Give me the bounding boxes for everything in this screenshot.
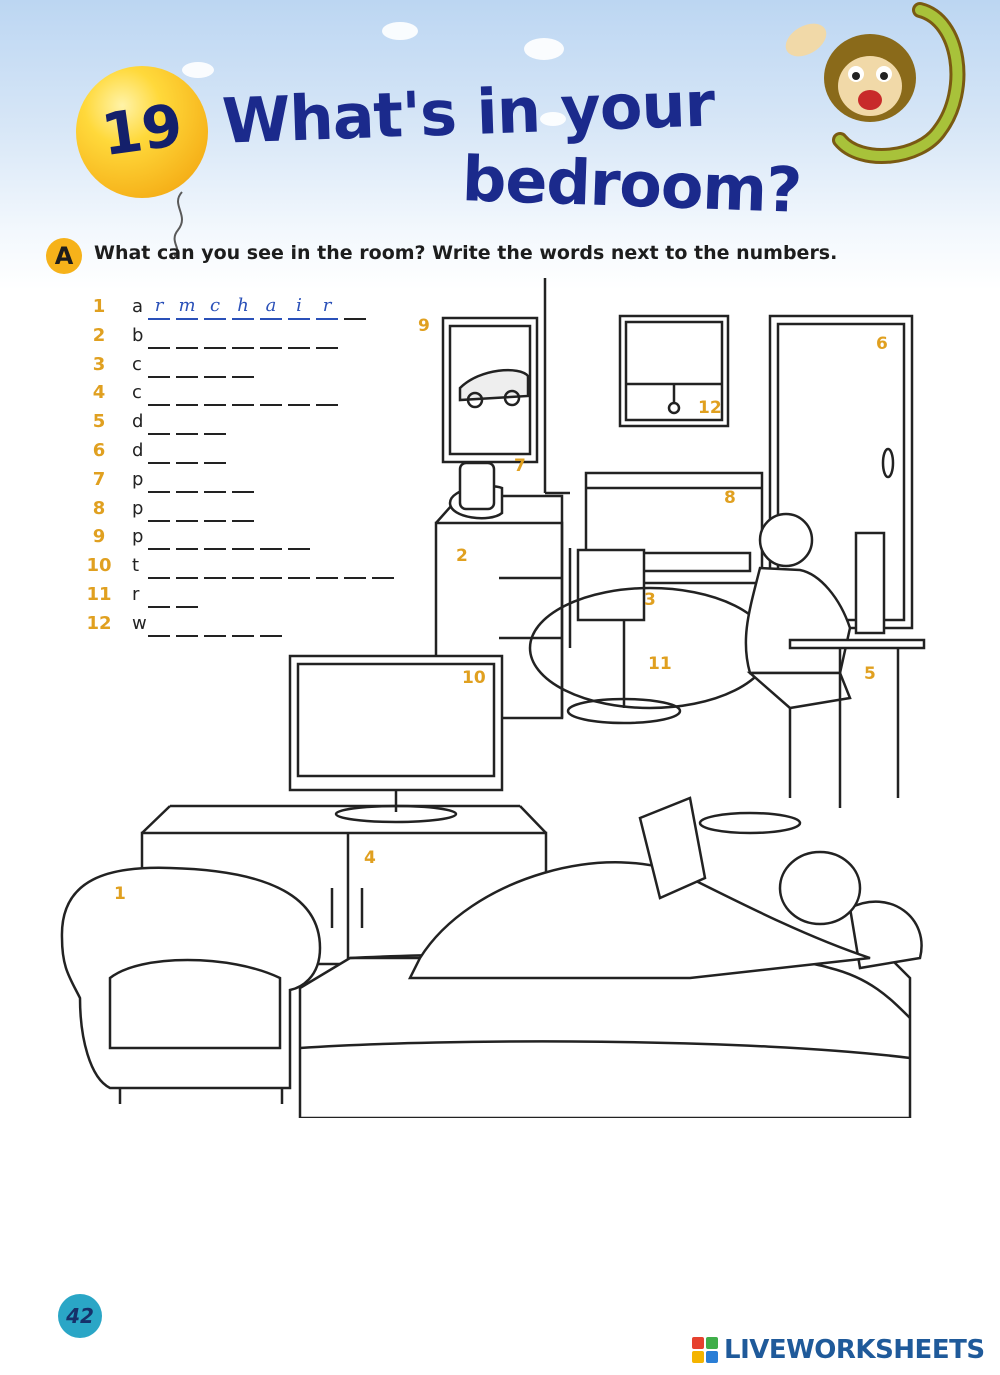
brand-mark-icon	[692, 1337, 718, 1363]
letter-blank[interactable]	[260, 613, 282, 637]
first-letter: b	[132, 324, 144, 346]
letter-blank[interactable]	[288, 382, 310, 406]
letter-blank[interactable]	[232, 325, 254, 349]
letter-blank[interactable]	[148, 613, 170, 637]
letter-blank[interactable]: r	[316, 296, 338, 320]
answer-blanks[interactable]	[148, 555, 394, 583]
brand-logo	[692, 1330, 985, 1370]
first-letter: p	[132, 468, 144, 490]
scene-label-2: 2	[456, 546, 468, 566]
letter-blank[interactable]	[316, 325, 338, 349]
first-letter: t	[132, 555, 140, 577]
word-row	[84, 382, 404, 410]
cloud-decoration	[382, 22, 418, 40]
letter-blank[interactable]	[232, 555, 254, 579]
item-number: 10	[86, 555, 112, 577]
letter-blank[interactable]: a	[260, 296, 282, 320]
letter-blank[interactable]: r	[148, 296, 170, 320]
letter-blank[interactable]	[176, 440, 198, 464]
word-row	[84, 469, 404, 497]
cloud-decoration	[524, 38, 564, 60]
scene-label-5: 5	[864, 664, 876, 684]
answer-blanks[interactable]	[148, 411, 226, 439]
scene-label-1: 1	[114, 884, 126, 904]
first-letter: p	[132, 526, 144, 548]
scene-label-4: 4	[364, 848, 376, 868]
scene-label-9: 9	[418, 316, 430, 336]
page-number: 42	[58, 1294, 102, 1338]
first-letter: a	[132, 296, 144, 317]
letter-blank[interactable]	[260, 325, 282, 349]
item-number: 4	[92, 382, 106, 404]
letter-blank[interactable]: c	[204, 296, 226, 320]
first-letter: w	[132, 612, 147, 634]
first-letter: d	[132, 411, 144, 433]
unit-number: 19	[97, 90, 187, 170]
letter-blank[interactable]	[316, 382, 338, 406]
letter-blank[interactable]: i	[288, 296, 310, 320]
answer-blanks[interactable]	[148, 382, 338, 410]
letter-blank[interactable]	[148, 526, 170, 550]
answer-blanks[interactable]	[148, 498, 254, 526]
letter-blank[interactable]	[204, 440, 226, 464]
letter-blank[interactable]	[148, 584, 170, 608]
letter-blank[interactable]	[176, 526, 198, 550]
letter-blank[interactable]	[176, 382, 198, 406]
letter-blank[interactable]	[148, 354, 170, 378]
letter-blank[interactable]	[204, 469, 226, 493]
word-row	[84, 498, 404, 526]
scene-label-8: 8	[724, 488, 736, 508]
letter-blank[interactable]	[176, 498, 198, 522]
letter-blank[interactable]	[148, 469, 170, 493]
letter-blank[interactable]	[372, 555, 394, 579]
word-row	[84, 555, 404, 583]
word-row	[84, 325, 404, 353]
answer-blanks[interactable]	[148, 613, 282, 641]
item-number: 3	[92, 353, 106, 375]
answer-blanks[interactable]	[148, 440, 226, 468]
item-number: 12	[86, 612, 112, 634]
letter-blank[interactable]	[176, 555, 198, 579]
letter-blank[interactable]	[232, 613, 254, 637]
scene-label-12: 12	[698, 398, 722, 418]
scene-label-3: 3	[644, 590, 656, 610]
letter-blank[interactable]	[344, 296, 366, 320]
exercise-instruction: What can you see in the room? Write the words next to the numbers.	[94, 242, 838, 264]
item-number: 6	[92, 440, 106, 461]
answer-blanks[interactable]	[148, 325, 338, 353]
answer-blanks[interactable]	[148, 526, 310, 554]
letter-blank[interactable]	[148, 325, 170, 349]
cloud-decoration	[182, 62, 214, 78]
answer-blanks[interactable]	[148, 584, 198, 612]
scene-label-11: 11	[648, 654, 672, 674]
unit-balloon	[76, 66, 208, 198]
first-letter: d	[132, 440, 144, 461]
letter-blank[interactable]	[232, 498, 254, 522]
letter-blank[interactable]	[204, 613, 226, 637]
first-letter: c	[132, 353, 142, 375]
letter-blank[interactable]: m	[176, 296, 198, 320]
word-row	[84, 354, 404, 382]
item-number: 11	[86, 584, 112, 605]
item-number: 7	[92, 468, 106, 490]
letter-blank[interactable]	[176, 613, 198, 637]
letter-blank[interactable]	[204, 325, 226, 349]
item-number: 2	[92, 324, 106, 346]
letter-blank[interactable]	[176, 584, 198, 608]
letter-blank[interactable]	[204, 411, 226, 435]
monkey-illustration	[770, 0, 970, 170]
page-title-line1: What's in your	[220, 67, 716, 158]
letter-blank[interactable]	[316, 555, 338, 579]
letter-blank[interactable]	[344, 555, 366, 579]
letter-blank[interactable]	[176, 354, 198, 378]
answer-blanks[interactable]	[148, 354, 254, 382]
letter-blank[interactable]	[204, 555, 226, 579]
letter-blank[interactable]	[288, 325, 310, 349]
letter-blank[interactable]	[204, 382, 226, 406]
word-row	[84, 613, 404, 641]
letter-blank[interactable]	[148, 555, 170, 579]
letter-blank[interactable]	[148, 440, 170, 464]
letter-blank[interactable]	[260, 382, 282, 406]
letter-blank[interactable]	[260, 555, 282, 579]
section-badge: A	[46, 238, 82, 274]
letter-blank[interactable]	[232, 354, 254, 378]
letter-blank[interactable]	[176, 411, 198, 435]
letter-blank[interactable]	[148, 411, 170, 435]
word-row	[84, 584, 404, 612]
word-row	[84, 296, 404, 324]
item-number: 8	[92, 497, 106, 519]
letter-blank[interactable]: h	[232, 296, 254, 320]
letter-blank[interactable]	[260, 526, 282, 550]
scene-label-10: 10	[462, 668, 486, 688]
first-letter: c	[132, 382, 142, 404]
letter-blank[interactable]	[232, 469, 254, 493]
letter-blank[interactable]	[204, 526, 226, 550]
letter-blank[interactable]	[288, 555, 310, 579]
word-row	[84, 440, 404, 468]
letter-blank[interactable]	[176, 469, 198, 493]
letter-blank[interactable]	[148, 498, 170, 522]
first-letter: r	[132, 584, 140, 605]
word-row	[84, 411, 404, 439]
answer-blanks[interactable]	[148, 469, 254, 497]
page-title-line2: bedroom?	[460, 142, 803, 227]
letter-blank[interactable]	[232, 526, 254, 550]
letter-blank[interactable]	[204, 354, 226, 378]
scene-label-6: 6	[876, 334, 888, 354]
letter-blank[interactable]	[204, 498, 226, 522]
letter-blank[interactable]	[176, 325, 198, 349]
letter-blank[interactable]	[148, 382, 170, 406]
answer-blanks[interactable]	[148, 296, 366, 324]
first-letter: p	[132, 497, 144, 519]
letter-blank[interactable]	[288, 526, 310, 550]
brand-name: LIVEWORKSHEETS	[724, 1335, 985, 1365]
item-number: 5	[92, 411, 106, 433]
scene-label-7: 7	[514, 456, 526, 476]
item-number: 9	[92, 526, 106, 548]
item-number: 1	[92, 296, 106, 317]
letter-blank[interactable]	[232, 382, 254, 406]
word-row	[84, 526, 404, 554]
